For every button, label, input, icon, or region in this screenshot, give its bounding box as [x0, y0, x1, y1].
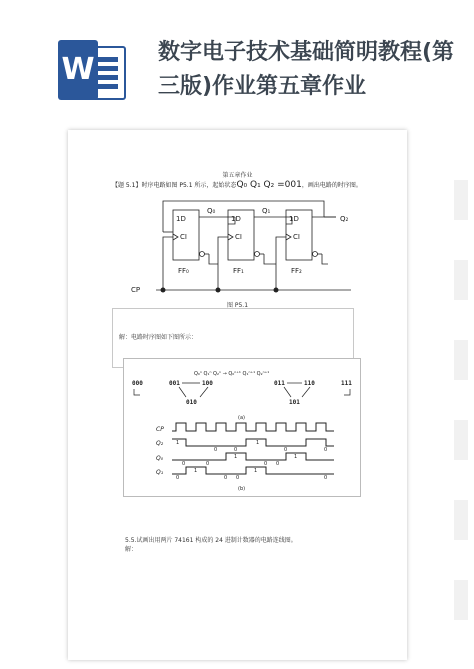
state-001: 001 [169, 380, 180, 387]
state-011: 011 [274, 380, 285, 387]
state-111: 111 [341, 380, 352, 387]
document-page [68, 130, 407, 660]
caption-b: (b) [238, 486, 246, 492]
header [0, 0, 474, 120]
q1-val-1: 0 [176, 475, 180, 481]
ff2-name: FF₂ [291, 267, 302, 275]
signal-q1: Q₁ [156, 469, 164, 476]
clock-label: CP [131, 286, 141, 294]
ff1-name: FF₁ [233, 267, 244, 275]
q0-val-1: 0 [182, 461, 186, 467]
state-000: 000 [132, 380, 143, 387]
q2-val-6: 0 [324, 447, 328, 453]
q2-val-3: 0 [234, 447, 238, 453]
q2-val-5: 0 [284, 447, 288, 453]
signal-q2: Q₂ [156, 440, 164, 447]
output-q0: Q₀ [207, 207, 216, 215]
q1-val-6: 0 [324, 475, 328, 481]
question-5-5: 5.5.试画出用两片 74161 构成的 24 进制计数器的电路连线图。 [125, 537, 297, 544]
q2-val-2: 0 [214, 447, 218, 453]
ff2-d-label: 1D [289, 215, 299, 223]
state-100: 100 [202, 380, 213, 387]
q0-val-6: 1 [294, 454, 298, 460]
question-5-1-suffix: ，画出电路的时序图。 [301, 182, 362, 189]
question-5-1-state: Q₀ Q₁ Q₂ =001 [236, 180, 302, 190]
state-101: 101 [289, 399, 300, 406]
caption-a: (a) [238, 415, 245, 421]
q1-val-5: 1 [254, 468, 258, 474]
q2-val-1: 1 [176, 440, 180, 446]
word-letter: W [58, 40, 98, 100]
q0-val-5: 0 [276, 461, 280, 467]
question-5-1-prefix: 【题 5.1】时序电路如图 P5.1 所示，起始状态 [112, 182, 237, 189]
output-q2: Q₂ [340, 215, 349, 223]
figure-caption: 图 P5.1 [226, 302, 249, 309]
state-010: 010 [186, 399, 197, 406]
state-header: Q₀ⁿ Q₁ⁿ Q₂ⁿ → Q₀ⁿ⁺¹ Q₁ⁿ⁺¹ Q₂ⁿ⁺¹ [194, 371, 270, 377]
q0-val-4: 0 [264, 461, 268, 467]
timing-figure-svg [124, 359, 360, 496]
q0-val-2: 0 [206, 461, 210, 467]
q1-val-3: 0 [224, 475, 228, 481]
q0-val-3: 1 [234, 454, 238, 460]
solution-text: 解：电路时序图如下图所示： [119, 334, 198, 341]
chapter-title: 第五章作业 [222, 172, 253, 179]
ff1-clk-label: CI [235, 233, 242, 241]
state-110: 110 [304, 380, 315, 387]
output-q1: Q₁ [262, 207, 271, 215]
signal-q0: Q₀ [156, 455, 164, 462]
q2-val-4: 1 [256, 440, 260, 446]
signal-cp: CP [156, 426, 164, 433]
ff1-d-label: 1D [231, 215, 241, 223]
q1-val-2: 1 [194, 468, 198, 474]
timing-figure [123, 358, 361, 497]
ff0-d-label: 1D [176, 215, 186, 223]
q1-val-4: 0 [236, 475, 240, 481]
page-title: 数字电子技术基础简明教程(第三版)作业第五章作业 [158, 40, 455, 99]
circuit-diagram [68, 130, 407, 310]
ff2-clk-label: CI [293, 233, 300, 241]
ff0-clk-label: CI [180, 233, 187, 241]
answer-label: 解： [125, 546, 138, 553]
ff0-name: FF₀ [178, 267, 189, 275]
word-icon [58, 40, 122, 100]
watermark [454, 140, 468, 660]
